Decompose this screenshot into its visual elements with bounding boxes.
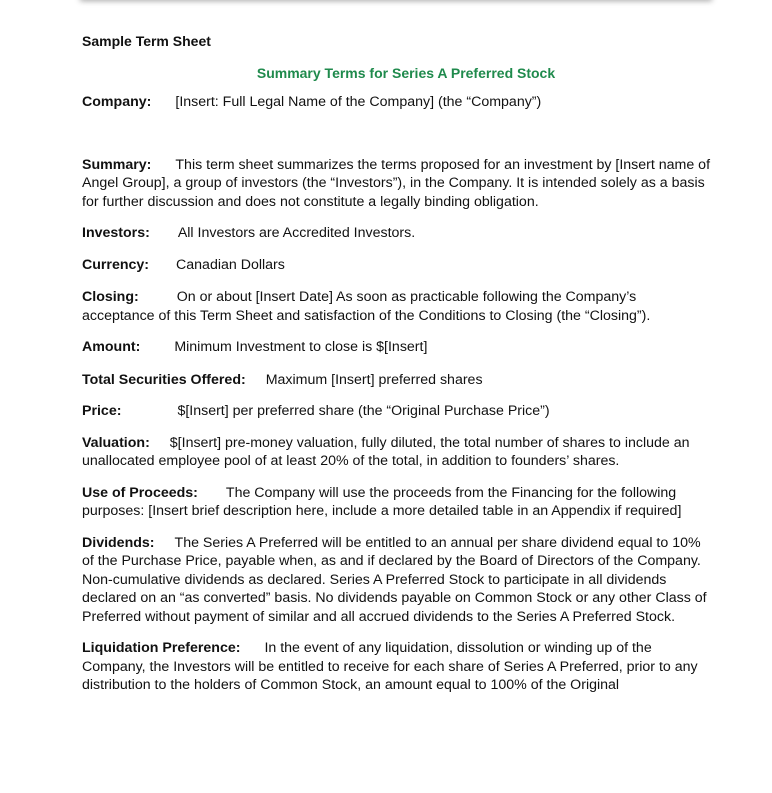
document-label: Sample Term Sheet	[82, 33, 211, 49]
term-text: Minimum Investment to close is $[Insert]	[174, 339, 428, 355]
term-text: The Series A Preferred will be entitled to an annual per share dividend equal to 10% of the Purchase Price, payable when, as and if declared by the Board of Directors of the Company. Non-cumulative dividends as declared. Series A Preferred Stock to participate in all dividends declared on an “as converted” basis. No dividends payable on Common Stock or any other Class of Preferred without payment of similar and all accrued dividends to the Series A Preferred Stock.	[82, 534, 707, 625]
term-label: Currency:	[82, 256, 150, 273]
term-label: Price:	[82, 403, 122, 419]
term-text: This term sheet summarizes the terms proposed for an investment by [Insert name of Angel Group], a group of investors (the “Investors”), in the Company. It is intended solely as a basis for further discussion and does not constitute a legally binding obligation.	[82, 156, 711, 210]
section-currency	[82, 256, 712, 275]
term-text: The Company will use the proceeds from the Financing for the following purposes: [Insert brief description here, include a more detailed table in an Appendix if required]	[82, 484, 682, 519]
section-summary	[82, 156, 712, 212]
term-label: Investors:	[82, 225, 150, 241]
term-text: [Insert: Full Legal Name of the Company] (the “Company”)	[175, 94, 542, 110]
section-dividends	[82, 534, 712, 627]
section-total-securities	[82, 371, 712, 390]
section-closing	[82, 288, 712, 325]
section-company	[82, 93, 712, 112]
term-label: Summary:	[82, 156, 152, 173]
term-label: Valuation:	[82, 434, 150, 451]
term-text: On or about [Insert Date] As soon as practicable following the Company’s acceptance of this Term Sheet and satisfaction of the Conditions to Closing (the “Closing”).	[82, 289, 651, 324]
term-label: Dividends:	[82, 534, 155, 551]
term-label: Total Securities Offered:	[82, 371, 246, 388]
term-text: Maximum [Insert] preferred shares	[265, 371, 483, 388]
term-text: In the event of any liquidation, dissolution or winding up of the Company, the Investors will be entitled to receive for each share of Series A Preferred, prior to any distribution to the holders of Common Stock, an amount equal to 100% of the Original	[82, 640, 698, 693]
term-label: Amount:	[82, 339, 141, 355]
term-text: All Investors are Accredited Investors.	[177, 225, 416, 241]
section-investors	[82, 224, 712, 243]
term-text: $[Insert] pre-money valuation, fully diluted, the total number of shares to include an unallocated employee pool of at least 20% of the total, in addition to founders’ shares.	[82, 434, 690, 469]
section-price	[82, 402, 712, 421]
term-label: Liquidation Preference:	[82, 640, 241, 656]
document-title: Summary Terms for Series A Preferred Stock	[256, 64, 556, 81]
term-label: Company:	[82, 94, 152, 110]
section-valuation	[82, 434, 712, 471]
section-liquidation-preference	[82, 639, 712, 695]
section-use-of-proceeds	[82, 484, 712, 521]
section-amount	[82, 338, 712, 357]
term-sheet-page	[82, 32, 712, 695]
term-label: Closing:	[82, 289, 139, 305]
term-text: Canadian Dollars	[176, 256, 285, 273]
term-text: $[Insert] per preferred share (the “Original Purchase Price”)	[177, 403, 550, 419]
term-label: Use of Proceeds:	[82, 484, 198, 501]
